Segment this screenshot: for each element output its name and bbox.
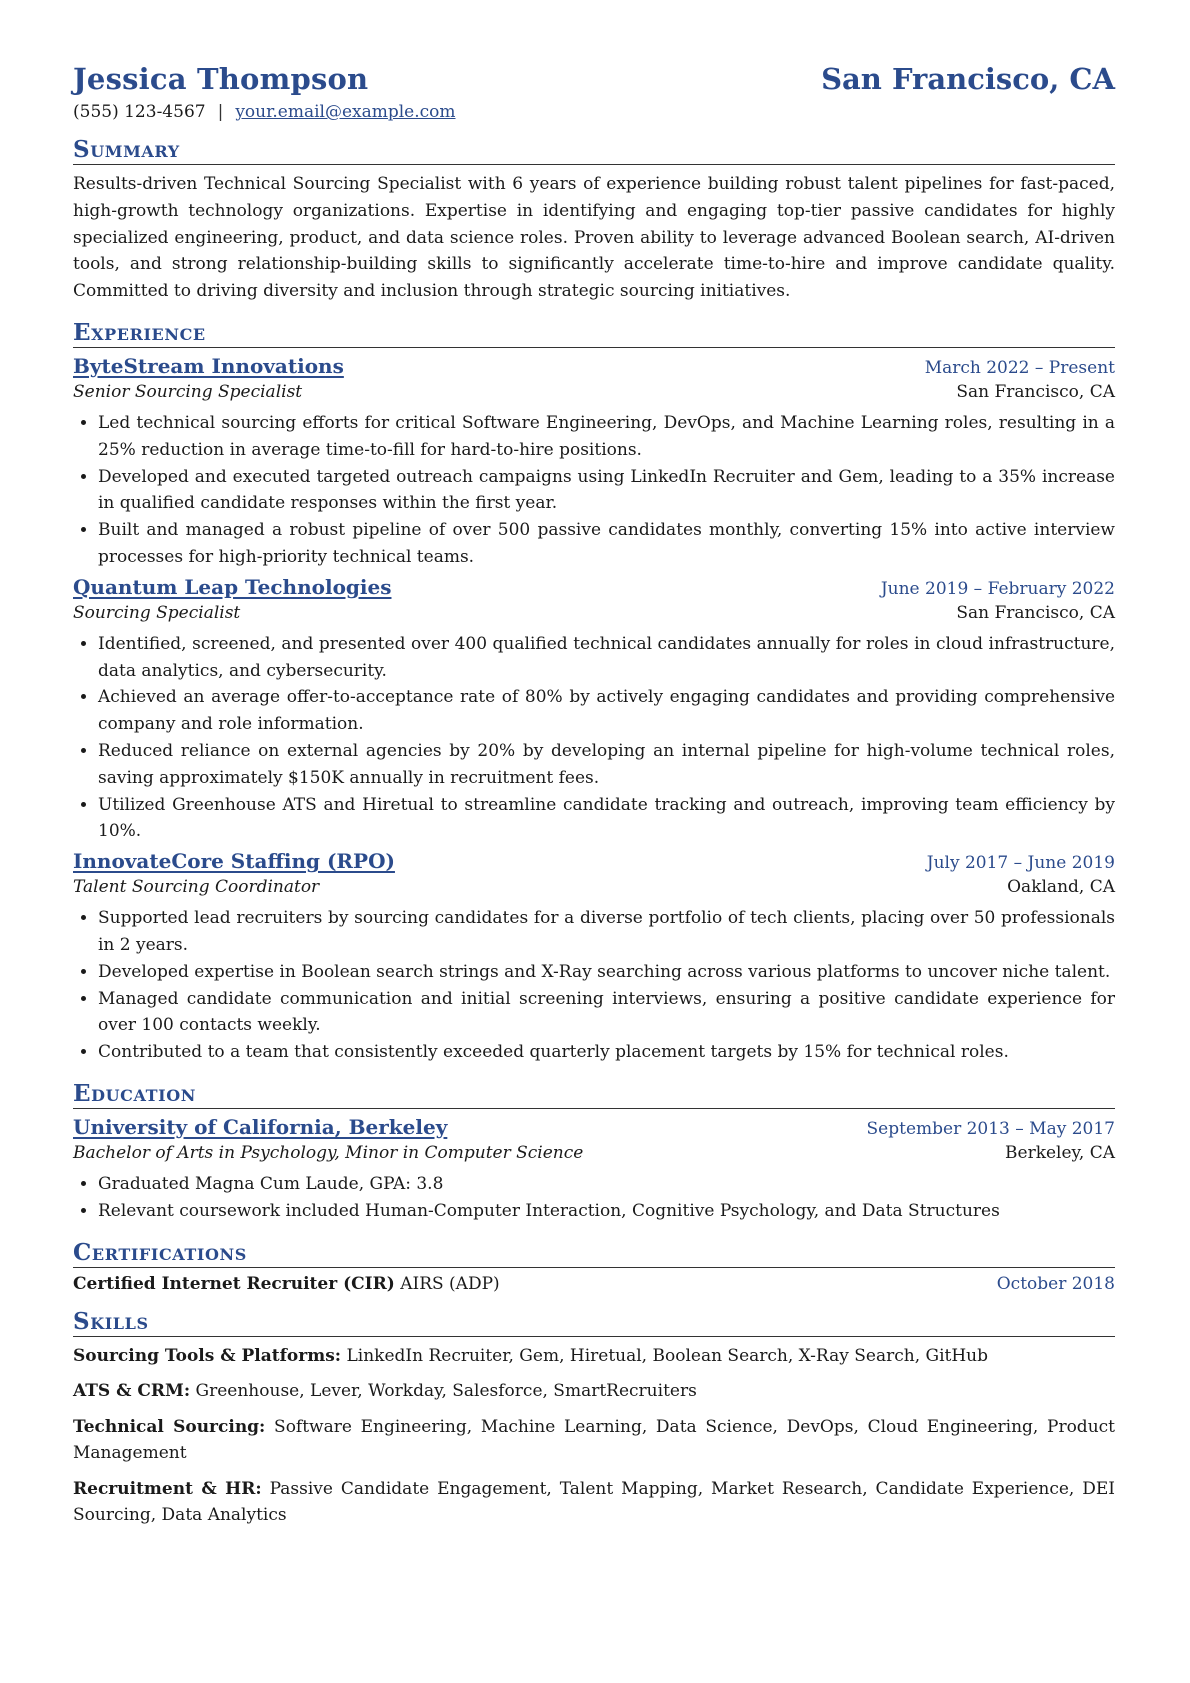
school-name[interactable]: University of California, Berkeley — [73, 1114, 448, 1139]
list-item: • Supported lead recruiters by sourcing candidates for a diverse portfolio of tech clients, placing over 50 professionals in 2 years. — [98, 905, 1115, 959]
certification-entry — [73, 1274, 1115, 1294]
skill-label: ATS & CRM: — [73, 1381, 191, 1402]
education-entry — [73, 1115, 1115, 1225]
section-title-skills: Skills — [73, 1308, 1115, 1337]
job-title: Talent Sourcing Coordinator — [73, 877, 320, 898]
list-item: • Reduced reliance on external agencies by 20% by developing an internal pipeline for high-volume technical roles, saving approximately $150K annually in recruitment fees. — [98, 738, 1115, 792]
school-location: Berkeley, CA — [1005, 1142, 1115, 1163]
skill-label: Recruitment & HR: — [73, 1478, 262, 1499]
summary-text: Results-driven Technical Sourcing Specialist with 6 years of experience building robust talent pipelines for fast-paced, high-growth technology organizations. Expertise in identifying and engaging top-tier passive candidates for highly specialized engineering, product, and data science roles. Proven ability to leverage advanced Boolean search, AI-driven tools, and strong relationship-building skills to significantly accelerate time-to-hire and improve candidate quality. Committed to driving diversity and inclusion through strategic sourcing initiatives. — [73, 174, 1115, 302]
job-location: San Francisco, CA — [956, 602, 1115, 623]
bullet-list — [73, 410, 1115, 571]
phone-number: (555) 123-4567 — [73, 102, 206, 122]
degree: Bachelor of Arts in Psychology, Minor in Computer Science — [73, 1142, 584, 1163]
skill-value: Greenhouse, Lever, Workday, Salesforce, SmartRecruiters — [195, 1381, 697, 1402]
job-title: Senior Sourcing Specialist — [73, 381, 303, 402]
candidate-name: Jessica Thompson — [73, 62, 369, 96]
list-item: • Relevant coursework included Human-Computer Interaction, Cognitive Psychology, and Data Structures — [98, 1198, 1115, 1225]
candidate-location: San Francisco, CA — [821, 62, 1115, 96]
bullet-list — [73, 905, 1115, 1066]
skill-row — [73, 1476, 1115, 1529]
section-title-certifications: Certifications — [73, 1239, 1115, 1268]
skill-row — [73, 1378, 1115, 1405]
skill-value: Passive Candidate Engagement, Talent Mapping, Market Research, Candidate Experience, DEI Sourcing, Data Analytics — [73, 1478, 1115, 1526]
employer-name[interactable]: ByteStream Innovations — [73, 353, 344, 378]
email-link[interactable]: your.email@example.com — [235, 102, 456, 122]
employer-name[interactable]: Quantum Leap Technologies — [73, 574, 392, 599]
list-item: • Identified, screened, and presented over 400 qualified technical candidates annually for roles in cloud infrastructure, data analytics, and cybersecurity. — [98, 631, 1115, 685]
job-title: Sourcing Specialist — [73, 602, 241, 623]
list-item: • Contributed to a team that consistently exceeded quarterly placement targets by 15% for technical roles. — [98, 1039, 1115, 1066]
list-item: • Built and managed a robust pipeline of over 500 passive candidates monthly, converting 15% into active interview processes for high-priority technical teams. — [98, 517, 1115, 571]
skill-row — [73, 1343, 1115, 1370]
certification-name: Certified Internet Recruiter (CIR) — [73, 1273, 395, 1294]
experience-entry — [73, 575, 1115, 845]
skill-row — [73, 1414, 1115, 1467]
experience-entry — [73, 354, 1115, 571]
contact-line — [73, 102, 1115, 122]
list-item: • Managed candidate communication and initial screening interviews, ensuring a positive candidate experience for over 100 contacts weekly. — [98, 986, 1115, 1040]
contact-separator: | — [217, 102, 224, 122]
list-item: • Achieved an average offer-to-acceptance rate of 80% by actively engaging candidates and providing comprehensive company and role information. — [98, 684, 1115, 738]
list-item: • Developed expertise in Boolean search strings and X-Ray searching across various platforms to uncover niche talent. — [98, 959, 1115, 986]
education-dates: September 2013 – May 2017 — [866, 1118, 1115, 1139]
employment-dates: March 2022 – Present — [924, 357, 1115, 378]
employment-dates: July 2017 – June 2019 — [926, 853, 1115, 874]
skill-value: LinkedIn Recruiter, Gem, Hiretual, Boolean Search, X-Ray Search, GitHub — [346, 1345, 989, 1366]
header — [73, 62, 1115, 96]
job-location: Oakland, CA — [1007, 877, 1115, 898]
job-location: San Francisco, CA — [956, 381, 1115, 402]
list-item: • Developed and executed targeted outreach campaigns using LinkedIn Recruiter and Gem, leading to a 35% increase in qualified candidate responses within the first year. — [98, 464, 1115, 518]
section-title-education: Education — [73, 1080, 1115, 1109]
experience-entry — [73, 849, 1115, 1066]
bullet-list — [73, 1171, 1115, 1225]
skill-label: Technical Sourcing: — [73, 1416, 266, 1437]
list-item: • Led technical sourcing efforts for critical Software Engineering, DevOps, and Machine Learning roles, resulting in a 25% reduction in average time-to-fill for hard-to-hire positions. — [98, 410, 1115, 464]
section-title-summary: Summary — [73, 136, 1115, 165]
skill-value: Software Engineering, Machine Learning, Data Science, DevOps, Cloud Engineering, Product Management — [73, 1416, 1115, 1464]
list-item: • Utilized Greenhouse ATS and Hiretual to streamline candidate tracking and outreach, improving team efficiency by 10%. — [98, 792, 1115, 846]
list-item: • Graduated Magna Cum Laude, GPA: 3.8 — [98, 1171, 1115, 1198]
skill-label: Sourcing Tools & Platforms: — [73, 1345, 342, 1366]
employer-name[interactable]: InnovateCore Staffing (RPO) — [73, 849, 395, 874]
certification-date: October 2018 — [996, 1273, 1115, 1294]
bullet-list — [73, 631, 1115, 845]
employment-dates: June 2019 – February 2022 — [880, 578, 1115, 599]
section-title-experience: Experience — [73, 319, 1115, 348]
certification-issuer: AIRS (ADP) — [400, 1273, 500, 1294]
